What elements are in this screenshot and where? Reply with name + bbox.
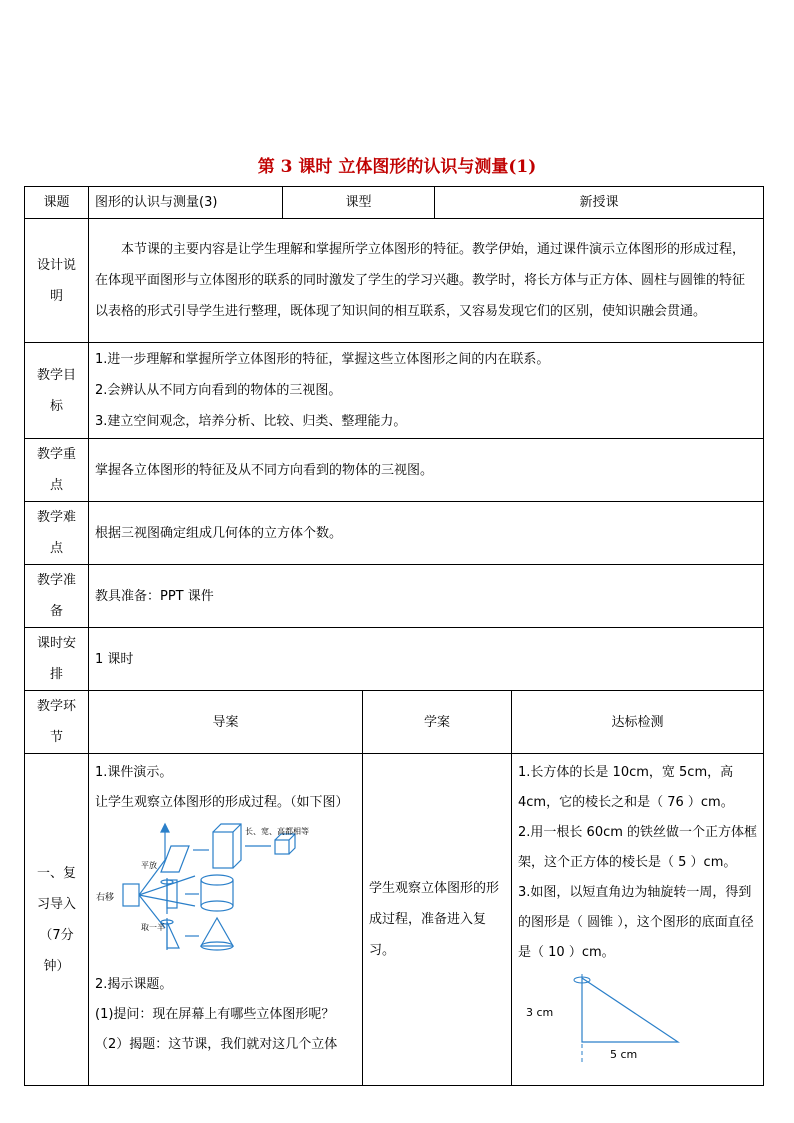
- rotate-triangle-shape: [167, 922, 179, 948]
- design-label: 设计说明: [25, 219, 89, 343]
- study-header: 学案: [363, 691, 512, 754]
- guide-line-3: 2.揭示课题。: [95, 977, 173, 992]
- guide-line-2: 让学生观察立体图形的形成过程。（如下图）: [95, 795, 349, 810]
- lesson-plan-table: [24, 186, 764, 1086]
- time-text: 1 课时: [89, 628, 764, 691]
- time-row: [25, 628, 764, 691]
- diagram-branch-top: 平放: [141, 861, 157, 870]
- width-label: 5 cm: [610, 1048, 638, 1061]
- check-header: 达标检测: [512, 691, 764, 754]
- solid-formation-diagram: [95, 818, 351, 958]
- goals-label: 教学目标: [25, 343, 89, 439]
- diagram-note: 长、宽、高都相等: [245, 827, 309, 836]
- check-question-2: 2.用一根长 60cm 的铁丝做一个正方体框架，这个正方体的棱长是（ 5 ）cm。: [518, 825, 758, 870]
- time-label: 课时安排: [25, 628, 89, 691]
- section-label: 教学环节: [25, 691, 89, 754]
- diagram-branch-bottom: 取一半: [141, 923, 165, 932]
- topic-value: 图形的认识与测量(3): [89, 187, 283, 219]
- goal-item-3: 3.建立空间观念，培养分析、比较、归类、整理能力。: [95, 414, 407, 429]
- key-points-label: 教学重点: [25, 439, 89, 502]
- intro-label: 一、复习导入（7分钟）: [25, 754, 89, 1086]
- check-question-1: 1.长方体的长是 10cm，宽 5cm，高 4cm，它的棱长之和是（ 76 ）cm。: [518, 765, 734, 810]
- cuboid-edge: [233, 824, 241, 832]
- guide-line-5: （2）揭题：这节课，我们就对这几个立体: [95, 1037, 338, 1052]
- goal-item-1: 1.进一步理解和掌握所学立体图形的特征，掌握这些立体图形之间的内在联系。: [95, 352, 550, 367]
- key-points-row: [25, 439, 764, 502]
- cylinder-top: [201, 875, 233, 885]
- page-title: 第 3 课时 立体图形的认识与测量(1): [257, 157, 537, 177]
- height-label: 3 cm: [526, 1006, 554, 1019]
- difficulties-label: 教学难点: [25, 502, 89, 565]
- cuboid-back: [213, 824, 241, 868]
- intro-row: [25, 754, 764, 1086]
- right-triangle: [582, 978, 678, 1042]
- study-text: 学生观察立体图形的形成过程，准备进入复习。: [363, 754, 512, 1086]
- lesson-type-value: 新授课: [435, 187, 764, 219]
- cylinder-bottom: [201, 901, 233, 911]
- design-text: 本节课的主要内容是让学生理解和掌握所学立体图形的特征。教学伊始，通过课件演示立体图形的形成过程，在体现平面图形与立体图形的联系的同时激发了学生的学习兴趣。教学时，将长方体与正方体、圆柱与圆锥的特征以表格的形式引导学生进行整理，既体现了知识间的相互联系，又容易发现它们的区别，使知识融会贯通。: [95, 242, 746, 319]
- preparation-text: 教具准备：PPT 课件: [89, 565, 764, 628]
- key-points-text: 掌握各立体图形的特征及从不同方向看到的物体的三视图。: [89, 439, 764, 502]
- goal-item-2: 2.会辨认从不同方向看到的物体的三视图。: [95, 383, 342, 398]
- triangle-figure: [518, 968, 748, 1068]
- design-row: [25, 219, 764, 343]
- rectangle-shape: [123, 884, 139, 906]
- diagram-left-label: 右移: [96, 893, 115, 903]
- difficulties-row: [25, 502, 764, 565]
- cuboid-front: [213, 832, 233, 868]
- section-header-row: [25, 691, 764, 754]
- preparation-label: 教学准备: [25, 565, 89, 628]
- preparation-row: [25, 565, 764, 628]
- arrow-up-icon: [161, 824, 169, 832]
- topic-row: [25, 187, 764, 219]
- lesson-type-label: 课型: [283, 187, 435, 219]
- guide-line-4: (1)提问：现在屏幕上有哪些立体图形呢？: [95, 1007, 335, 1022]
- check-question-3: 3.如图，以短直角边为轴旋转一周，得到的图形是（ 圆锥 ），这个图形的底面直径是（ 10 ）cm。: [518, 885, 754, 960]
- cube-front: [275, 840, 289, 854]
- topic-label: 课题: [25, 187, 89, 219]
- guide-line-1: 1.课件演示。: [95, 765, 173, 780]
- difficulties-text: 根据三视图确定组成几何体的立方体个数。: [89, 502, 764, 565]
- goals-row: [25, 343, 764, 439]
- guide-header: 导案: [89, 691, 363, 754]
